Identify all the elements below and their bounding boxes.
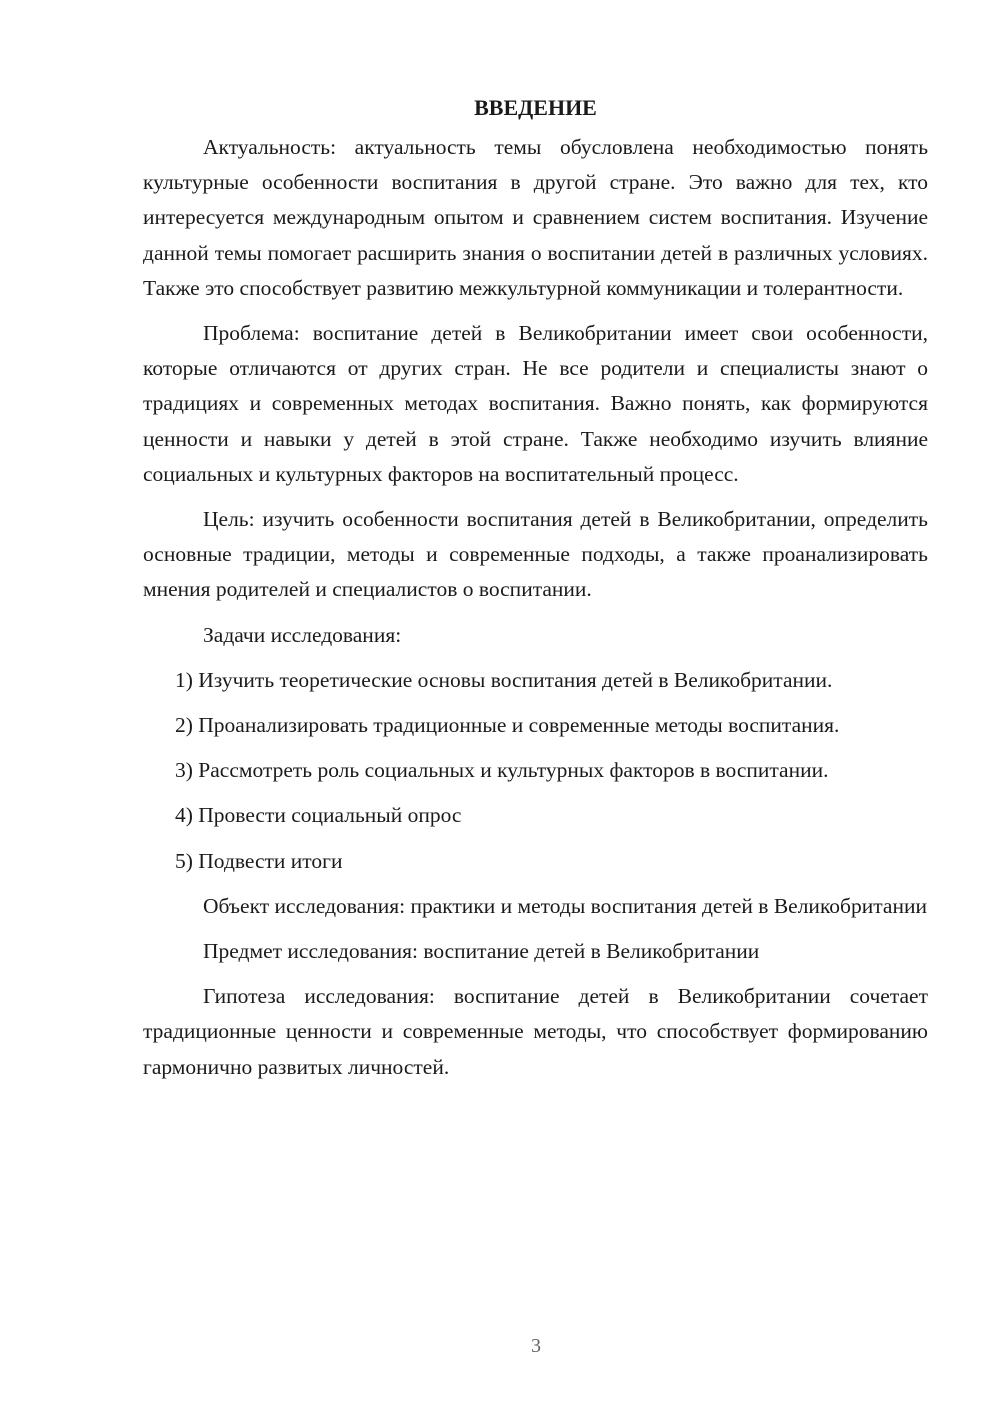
document-page [143,92,928,1095]
object-paragraph: Объект исследования: практики и методы воспитания детей в Великобритании [203,893,927,918]
task-item: 3) Рассмотреть роль социальных и культурных факторов в воспитании. [175,758,829,783]
page-title: ВВЕДЕНИЕ [474,95,597,120]
problem-paragraph: Проблема: воспитание детей в Великобритании имеет свои особенности, которые отличаются от других стран. Не все родители и специалисты знают о традициях и современных методах воспитания. Важно понять, как формируются ценности и навыки у детей в этой стране. Также необходимо изучить влияние социальных и культурных факторов на воспитательный процесс. [143,321,928,486]
task-item: 4) Провести социальный опрос [175,803,462,828]
hypothesis-paragraph: Гипотеза исследования: воспитание детей в Великобритании сочетает традиционные ценности и современные методы, что способствует формированию гармонично развитых личностей. [143,984,928,1079]
task-item: 5) Подвести итоги [175,848,343,873]
task-item: 2) Проанализировать традиционные и современные методы воспитания. [175,713,840,738]
relevance-paragraph: Актуальность: актуальность темы обусловлена необходимостью понять культурные особенности воспитания в другой стране. Это важно для тех, кто интересуется международным опытом и сравнением систем воспитания. Изучение данной темы помогает расширить знания о воспитании детей в различных условиях. Также это способствует развитию межкультурной коммуникации и толерантности. [143,135,928,300]
subject-paragraph: Предмет исследования: воспитание детей в Великобритании [203,939,760,964]
task-item: 1) Изучить теоретические основы воспитания детей в Великобритании. [175,667,833,692]
goal-paragraph: Цель: изучить особенности воспитания детей в Великобритании, определить основные традиции, методы и современные подходы, а также проанализировать мнения родителей и специалистов о воспитании. [143,507,928,602]
tasks-title: Задачи исследования: [203,622,402,647]
page-number: 3 [531,1335,541,1357]
